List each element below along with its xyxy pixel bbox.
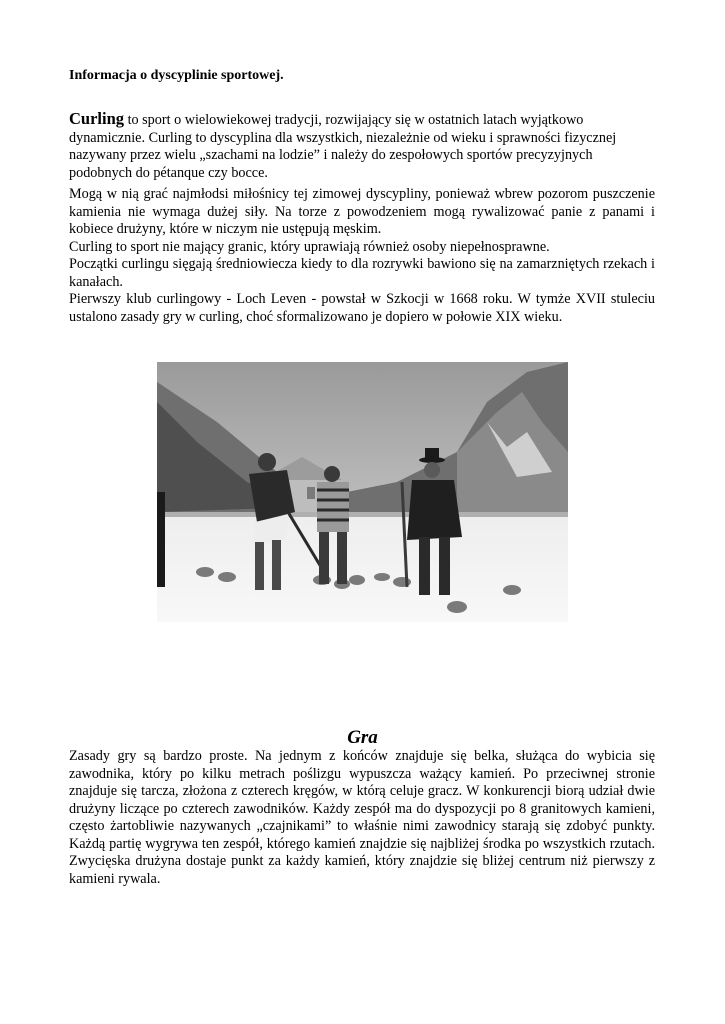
intro-lead-word: Curling	[69, 109, 125, 128]
page-heading: Informacja o dyscyplinie sportowej.	[69, 68, 284, 83]
intro-text: to sport o wielowiekowej tradycji, rozwijający się w ostatnich latach wyjątkowo dynamicznie. Curling to dyscyplina dla wszystkich, niezależnie od wieku i sprawności fizycznej nazywany przez wielu „szachami na lodzie” i należy do zespołowych sportów precyzyjnych podobnych do pétanque czy bocce.	[69, 112, 617, 181]
paragraph-line: Pierwszy klub curlingowy - Loch Leven - powstał w Szkocji w 1668 roku. W tymże XVII stuleciu ustalono zasady gry w curling, choć sformalizowano je dopiero w połowie XIX wieku.	[69, 291, 655, 325]
paragraph-line: Mogą w nią grać najmłodsi miłośnicy tej zimowej dyscypliny, ponieważ wbrew pozorom puszczenie kamienia nie wymaga dużej siły. Na torze z powodzeniem mogą rywalizować panie z panami i kobiece drużyny, które w niczym nie ustępują męskim.	[69, 186, 655, 237]
intro-paragraph	[69, 110, 655, 182]
history-paragraph	[69, 186, 655, 326]
section-title-gra: Gra	[347, 727, 378, 748]
paragraph-line: Początki curlingu sięgają średniowiecza kiedy to dla rozrywki bawiono się na zamarzniętych rzekach i kanałach.	[69, 256, 655, 290]
paragraph-line: Curling to sport nie mający granic, który uprawiają również osoby niepełnosprawne.	[69, 238, 550, 255]
curling-photo	[157, 362, 568, 622]
game-rules-paragraph: Zasady gry są bardzo proste. Na jednym z końców znajduje się belka, służąca do wybicia się zawodnika, który po kilku metrach poślizgu wypuszcza ważący kamień. Po przeciwnej stronie znajduje się tarcza, złożona z czterech kręgów, w którą celuje gracz. W konkurencji biorą udział dwie drużyny liczące po czterech zawodników. Każdy zespół ma do dyspozycji po 8 granitowych kamieni, często żartobliwie nazywanych „czajnikami” to właśnie nimi zawodnicy starają się zdobyć punkty. Każdą partię wygrywa ten zespół, którego kamień znajdzie się najbliżej środka po wszystkich rzutach. Zwycięska drużyna dostaje punkt za każdy kamień, który znajdzie się bliżej centrum niż pierwszy z kamieni rywala.	[69, 748, 655, 887]
